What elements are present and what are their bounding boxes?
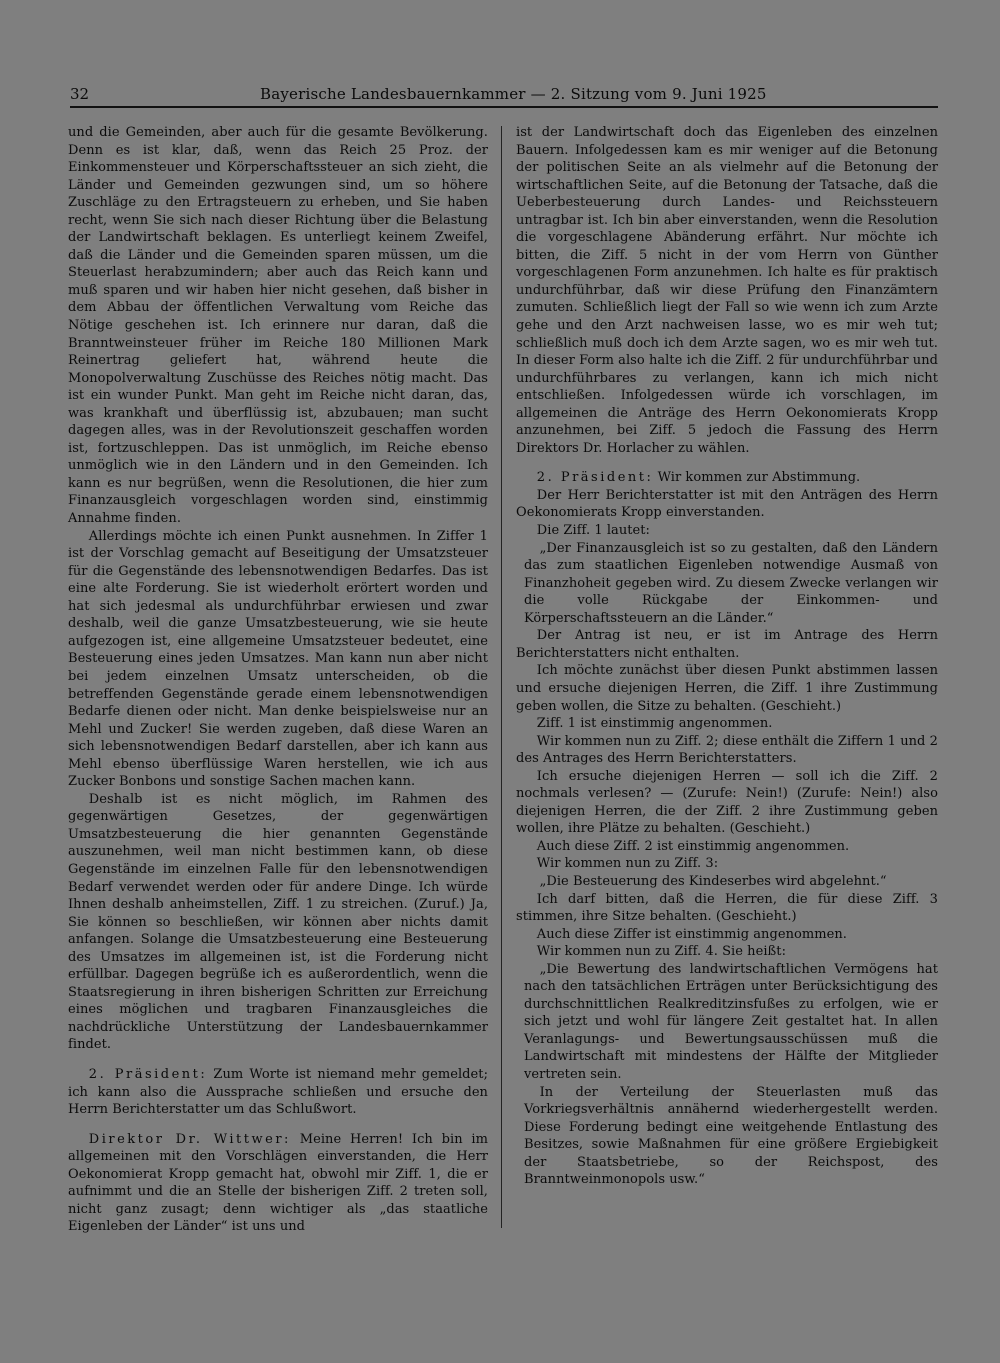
speech-text: Wir kommen zur Abstimmung.	[657, 470, 861, 486]
quoted-motion: „Die Bewertung des landwirtschaftlichen Vermögens hat nach den tatsächlichen Erträgen unter Berücksichtigung des durchschnittlichen Realkreditzinsfußes zu erfolgen, wie er sich jetzt und wohl für längere Zeit gestaltet hat. In allen Veranlagungs- und Bewertungsausschüssen muß die Landwirtschaft mit mindestens der Hälfte der Mitglieder vertreten sein.	[524, 961, 938, 1082]
speaker-name: 2. Präsident:	[536, 470, 654, 486]
paragraph: Deshalb ist es nicht möglich, im Rahmen des gegenwärtigen Gesetzes, der gegenwärtigen Umsatzbesteuerung die hier genannten Gegenstände auszunehmen, weil man nicht bestimmen kann, ob diese Gegenstände im einzelnen Falle für den lebensnotwendigen Bedarf verwendet werden oder für andere Dinge. Ich würde Ihnen deshalb anheimstellen, Ziff. 1 zu streichen. (Zuruf.) Ja, Sie können so beschließen, wir können aber nichts damit anfangen. Solange die Umsatzbesteuerung eine Besteuerung des Umsatzes im allgemeinen ist, ist die Forderung nicht erfüllbar. Dagegen begrüße ich es außerordentlich, wenn die Staatsregierung in ihren bisherigen Schritten zur Erreichung eines möglichen und tragbaren Finanzausgleiches die nachdrückliche Unterstützung der Landesbauernkammer findet.	[68, 791, 488, 1053]
paragraph: und die Gemeinden, aber auch für die gesamte Bevölkerung. Denn es ist klar, daß, wenn das Reich 25 Proz. der Einkommensteuer und Körperschaftssteuer an sich zieht, die Länder und Gemeinden gezwungen sind, um so höhere Zuschläge zu den Ertragsteuern zu erheben, und Sie haben recht, wenn Sie sich nach dieser Richtung über die Belastung der Landwirtschaft beklagen. Es unterliegt keinem Zweifel, daß die Länder und die Gemeinden sparen müssen, um die Steuerlast herabzumindern; aber auch das Reich kann und muß sparen und wir haben hier nicht gesehen, daß bisher in dem Abbau der öffentlichen Verwaltung vom Reiche das Nötige geschehen ist. Ich erinnere nur daran, daß die Branntweinsteuer früher im Reiche 180 Millionen Mark Reinertrag geliefert hat, während heute die Monopolverwaltung Zuschüsse des Reiches nötig macht. Das ist ein wunder Punkt. Man geht im Reiche nicht daran, das, was krankhaft und überflüssig ist, abzubauen; man sucht dagegen alles, was in der Revolutionszeit geschaffen worden ist, fortzuschleppen. Das ist unmöglich, im Reiche ebenso unmöglich wie in den Ländern und in den Gemeinden. Ich kann es nur begrüßen, wenn die Resolutionen, die hier zum Finanzausgleich vorgeschlagen worden sind, einstimmig Annahme finden.	[68, 125, 488, 527]
left-column	[68, 124, 488, 1236]
right-column	[516, 124, 938, 1189]
speech-text: Zum Worte ist niemand mehr gemeldet; ich kann also die Aussprache schließen und ersuche den Herrn Berichterstatter um das Schlußwort.	[68, 1066, 488, 1118]
speaker-name: Direktor Dr. Wittwer:	[88, 1131, 291, 1147]
speaker-paragraph	[516, 469, 938, 487]
paragraph: Ich darf bitten, daß die Herren, die für diese Ziff. 3 stimmen, ihre Sitze behalten. (Geschieht.)	[516, 891, 938, 925]
running-title: Bayerische Landesbauernkammer — 2. Sitzung vom 9. Juni 1925	[260, 85, 767, 103]
paragraph: Wir kommen nun zu Ziff. 3:	[536, 856, 719, 872]
paragraph: Der Herr Berichterstatter ist mit den Anträgen des Herrn Oekonomierats Kropp einverstanden.	[516, 487, 938, 521]
speaker-paragraph	[68, 1131, 488, 1236]
paragraph: Ziff. 1 ist einstimmig angenommen.	[536, 716, 773, 732]
paragraph: Ich ersuche diejenigen Herren — soll ich die Ziff. 2 nochmals verlesen? — (Zurufe: Nein!) (Zurufe: Nein!) also diejenigen Herren, die der Ziff. 2 ihre Zustimmung geben wollen, ihre Plätze zu behalten. (Geschieht.)	[516, 768, 938, 837]
paragraph: Auch diese Ziff. 2 ist einstimmig angenommen.	[536, 838, 850, 854]
paragraph: Wir kommen nun zu Ziff. 2; diese enthält die Ziffern 1 und 2 des Antrages des Herrn Berichterstatters.	[516, 733, 938, 767]
page-number: 32	[70, 85, 90, 103]
paragraph: ist der Landwirtschaft doch das Eigenleben des einzelnen Bauern. Infolgedessen kam es mir weniger auf die Betonung der politischen Seite an als vielmehr auf die Betonung der wirtschaftlichen Seite, auf die Betonung der Tatsache, daß die Ueberbesteuerung durch Landes- und Reichssteuern untragbar ist. Ich bin aber einverstanden, wenn die Resolution die vorgeschlagene Abänderung erfährt. Nur möchte ich bitten, die Ziff. 5 nicht in der vom Herrn von Günther vorgeschlagenen Form anzunehmen. Ich halte es für praktisch undurchführbar, daß wir diese Prüfung den Finanzämtern zumuten. Schließlich liegt der Fall so wie wenn ich zum Arzte gehe und den Arzt nachweisen lasse, wo es mir weh tut; schließlich muß doch ich dem Arzte sagen, wo es mir weh tut. In dieser Form also halte ich die Ziff. 2 für undurchführbar und undurchführbares zu verlangen, kann ich mich nicht entschließen. Infolgedessen würde ich vorschlagen, im allgemeinen die Anträge des Herrn Oekonomierats Kropp anzunehmen, bei Ziff. 5 jedoch die Fassung des Herrn Direktors Dr. Horlacher zu wählen.	[516, 125, 938, 456]
paragraph: Ich möchte zunächst über diesen Punkt abstimmen lassen und ersuche diejenigen Herren, die Ziff. 1 ihre Zustimmung geben wollen, die Sitze zu behalten. (Geschieht.)	[516, 663, 938, 714]
page-header	[70, 84, 938, 108]
paragraph: Wir kommen nun zu Ziff. 4. Sie heißt:	[536, 944, 786, 960]
paragraph: Auch diese Ziffer ist einstimmig angenommen.	[536, 926, 847, 942]
speech-text: Meine Herren! Ich bin im allgemeinen mit den Vorschlägen einverstanden, die Herr Oekonomierat Kropp gemacht hat, obwohl mir Ziff. 1, die er aufnimmt und die an Stelle der bisherigen Ziff. 2 treten soll, nicht ganz zusagt; denn wichtiger als „das staatliche Eigenleben der Länder“ ist uns und	[68, 1131, 488, 1235]
quoted-motion: In der Verteilung der Steuerlasten muß das Vorkriegsverhältnis annähernd wiederhergestellt werden. Diese Forderung bedingt eine weitgehende Entlastung des Besitzes, sowie Maßnahmen für eine größere Ergiebigkeit der Staatsbetriebe, so der Reichspost, des Branntweinmonopols usw.“	[524, 1084, 938, 1188]
paragraph: Die Ziff. 1 lautet:	[536, 523, 650, 539]
paragraph: Allerdings möchte ich einen Punkt ausnehmen. In Ziffer 1 ist der Vorschlag gemacht auf Beseitigung der Umsatzsteuer für die Gegenstände des lebensnotwendigen Bedarfes. Das ist eine alte Forderung. Sie ist wiederholt erörtert worden und hat sich jedesmal als undurchführbar erwiesen und zwar deshalb, weil die ganze Umsatzbesteuerung, wie sie heute aufgezogen ist, eine allgemeine Umsatzsteuer bedeutet, eine Besteuerung eines jeden Umsatzes. Man kann nun aber nicht bei jedem einzelnen Umsatz unterscheiden, ob die betreffenden Gegenstände gerade einem lebensnotwendigen Bedarfe dienen oder nicht. Man denke beispielsweise nur an Mehl und Zucker! Sie werden zugeben, daß diese Waren an sich lebensnotwendigen Bedarf darstellen, aber ich kann aus Mehl ebenso überflüssige Waren herstellen, wie ich aus Zucker Bonbons und sonstige Sachen machen kann.	[68, 528, 488, 790]
paragraph: Der Antrag ist neu, er ist im Antrage des Herrn Berichterstatters nicht enthalten.	[516, 628, 938, 661]
speaker-paragraph	[68, 1066, 488, 1119]
quoted-motion: „Der Finanzausgleich ist so zu gestalten, daß den Ländern das zum staatlichen Eigenleben notwendige Ausmaß von Finanzhoheit gegeben wird. Zu diesem Zwecke verlangen wir die volle Rückgabe der Einkommen- und Körperschaftssteuern an die Länder.“	[524, 540, 938, 626]
quoted-motion: „Die Besteuerung des Kindeserbes wird abgelehnt.“	[539, 873, 887, 889]
speaker-name: 2. Präsident:	[88, 1066, 208, 1082]
